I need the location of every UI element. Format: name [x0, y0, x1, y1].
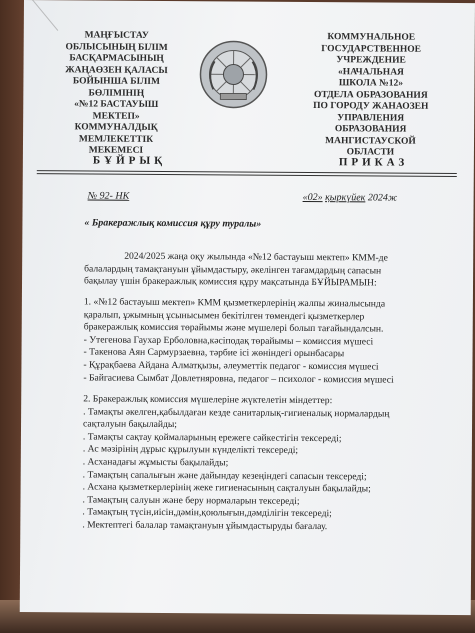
order-title-kazakh: БҰЙРЫҚ — [92, 154, 167, 167]
header-line: БӨЛІМІНІҢ — [88, 87, 145, 99]
list-item: сақталуын бақылайды; — [83, 418, 178, 431]
header-line: ОБЛАСТИ — [346, 147, 395, 158]
list-item: . Тамақтың салуын және беру нормаларын тексереді; — [82, 494, 300, 507]
header-russian — [293, 32, 449, 160]
header-line: КОММУНАЛЬНОЕ — [327, 32, 416, 43]
list-item: . Тамақтың сапалығын және дайындау кезеңіндегі сапасын тексереді; — [82, 468, 367, 482]
intro-paragraph — [84, 250, 454, 290]
header-line: УПРАВЛЕНИЯ — [337, 112, 405, 124]
list-item: - Байгасиева Сымбат Довлетняровна, педагог – психолог - комиссия мүшесі — [83, 371, 394, 386]
header-line: ГОСУДАРСТВЕННОЕ — [321, 43, 422, 55]
paragraph-line: қаралып, ұжымның ұсынысымен бекітілген төмендегі қызметкерлер — [83, 309, 365, 322]
list-item: - Құрақбаева Айдана Алматқызы, әлеуметтік педагог - комиссия мүшесі — [83, 359, 379, 373]
header-divider — [37, 173, 457, 177]
header-line: ОТДЕЛА ОБРАЗОВАНИЯ — [313, 89, 428, 101]
header-line: ОБРАЗОВАНИЯ — [334, 124, 407, 135]
header-line: «№12 БАСТАУЫШ — [74, 99, 159, 110]
paper-fold — [32, 0, 89, 31]
order-subject: « Бракеражлық комиссия құру туралы» — [84, 217, 262, 230]
order-number: № 92- НК — [87, 190, 130, 202]
header-line: БАСҚАРМАСЫНЫҢ — [69, 53, 164, 64]
paragraph-line: 2. Бракеражлық комиссия мүшелеріне жүктелетін міндеттер: — [83, 393, 333, 407]
list-item: . Тамақтың түсін,иісін,дәмін,қоюлығын,дәмділігін тексереді; — [82, 506, 332, 520]
order-date — [303, 192, 398, 204]
header-line: КОММУНАЛДЫҚ — [74, 122, 158, 133]
header-line: МЕМЛЕКЕТТІК — [78, 133, 154, 145]
header-line: МАНГИСТАУСКОЙ — [325, 135, 416, 147]
header-line: УЧРЕЖДЕНИЕ — [336, 55, 406, 66]
order-title-russian: ПРИКАЗ — [338, 156, 409, 169]
date-month: қыркүйек — [325, 192, 366, 204]
paragraph-line: бақылау үшін бракеражлық комиссия құру мақсатында БҰЙЫРАМЫН: — [84, 275, 377, 289]
date-year: 2024ж — [367, 192, 398, 204]
header-line: МЕКЕМЕСІ — [88, 145, 144, 156]
document-page — [20, 0, 475, 615]
paragraph-line: 1. «№12 бастауыш мектеп» КММ қызметкерлерінің жалпы жиналысында — [83, 296, 386, 310]
header-line: ПО ГОРОДУ ЖАНАОЗЕН — [313, 101, 429, 112]
list-item: - Утегенова Гаухар Ерболовна,кәсіподақ төрайымы – комиссия мүшесі — [83, 334, 374, 348]
list-item: - Такенова Аян Сармурзаевна, тәрбие ісі жөніндегі орынбасары — [83, 346, 345, 360]
header-kazakh — [41, 30, 192, 158]
header-line: ЖАҢАӨЗЕН ҚАЛАСЫ — [65, 64, 168, 76]
section-2 — [82, 393, 453, 534]
list-item: . Асхана қызметкерлерінің жеке гигиенасының сақталуын бақылайды; — [82, 481, 371, 495]
state-emblem-icon — [198, 39, 268, 109]
paragraph-line: бракеражлық комиссия төрайымы және мүшелері болып тағайындалсын. — [83, 321, 384, 335]
header-line: «НАЧАЛЬНАЯ — [338, 66, 404, 78]
list-item: . Тамақты әкелген,қабылдаған кезде санитарлық-гигиеналық нормалардың — [83, 406, 390, 420]
header-line: ШКОЛА №12» — [338, 78, 404, 89]
paragraph-line: 2024/2025 жаңа оқу жылында «№12 бастауыш мектеп» КММ-де — [124, 250, 388, 264]
header-line: ОБЛЫСЫНЫҢ БІЛІМ — [65, 41, 168, 53]
list-item: . Тамақты сақтау қоймаларының ережеге сәйкестігін тексереді; — [82, 431, 342, 445]
list-item: . Мектептегі балалар тамақтануын ұйымдастыруды бағалау. — [82, 519, 328, 533]
section-1 — [83, 296, 454, 387]
paragraph-line: балалардың тамақтануын ұйымдастыру, әкелінген тағамдардың сапасын — [84, 263, 382, 277]
header-line: МЕКТЕП» — [92, 110, 140, 122]
list-item: . Ас мәзірінің дұрыс құрылуын күнделікті тексереді; — [82, 443, 299, 457]
date-day: «02» — [302, 191, 323, 204]
list-item: . Асханадағы жұмысты бақылайды; — [82, 456, 229, 469]
header-line: БОЙЫНША БІЛІМ — [72, 76, 161, 87]
header-line: МАҢҒЫСТАУ — [84, 30, 149, 41]
